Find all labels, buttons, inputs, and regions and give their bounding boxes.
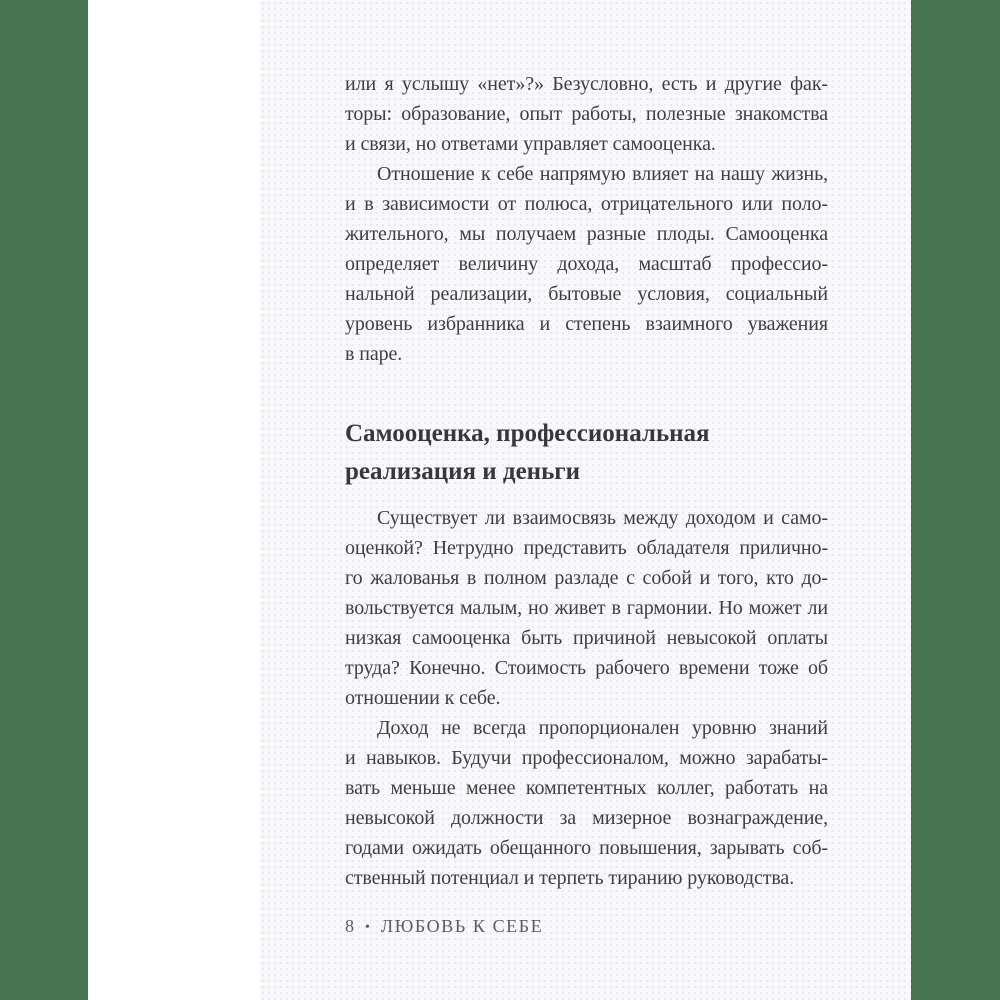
text-line: и в зависимости от полюса, отрицательного или поло-	[345, 193, 828, 215]
text-line: и связи, но ответами управляет самооценка.	[345, 133, 716, 155]
text-line: оценкой? Нетрудно представить обладателя прилично-	[345, 537, 828, 559]
text-line: торы: образование, опыт работы, полезные знакомства	[345, 103, 828, 125]
paragraph	[345, 69, 828, 159]
heading-line: Самооценка, профессиональная	[345, 420, 710, 447]
left-green-band	[0, 0, 88, 1000]
text-line: низкая самооценка быть причиной невысокой оплаты	[345, 627, 828, 649]
text-line: уровень избранника и степень взаимного уважения	[345, 313, 828, 335]
paragraph	[345, 159, 828, 369]
running-title: ЛЮБОВЬ К СЕБЕ	[380, 916, 544, 936]
page-footer	[345, 916, 828, 937]
text-line: труда? Конечно. Стоимость рабочего времени тоже об	[345, 657, 828, 679]
text-line: ственный потенциал и терпеть тиранию руководства.	[345, 867, 795, 889]
text-line: Отношение к себе напрямую влияет на нашу жизнь,	[377, 163, 828, 185]
text-line: нальной реализации, бытовые условия, социальный	[345, 283, 828, 305]
text-line: или я услышу «нет»?» Безусловно, есть и другие фак-	[345, 73, 828, 95]
page-text-block	[345, 69, 828, 893]
book-page	[260, 0, 911, 1000]
paragraph	[345, 713, 828, 893]
text-line: отношении к себе.	[345, 687, 501, 709]
text-line: в паре.	[345, 343, 403, 365]
right-green-band	[911, 0, 1000, 1000]
text-line: го жалованья в полном разладе с собой и того, кто до-	[345, 567, 828, 589]
text-line: жительного, мы получаем разные плоды. Самооценка	[345, 223, 828, 245]
text-line: невысокой должности за мизерное вознаграждение,	[345, 807, 828, 829]
paragraph	[345, 503, 828, 713]
text-line: годами ожидать обещанного повышения, зарывать соб-	[345, 837, 828, 859]
heading-line: реализация и деньги	[345, 458, 581, 485]
text-line: Доход не всегда пропорционален уровню знаний	[377, 717, 828, 739]
footer-separator-dot: •	[365, 920, 370, 935]
page-number: 8	[345, 916, 354, 936]
section-heading	[345, 415, 828, 491]
text-line: вольствуется малым, но живет в гармонии. Но может ли	[345, 597, 828, 619]
text-line: вать меньше менее компетентных коллег, работать на	[345, 777, 828, 799]
white-gutter	[88, 0, 260, 1000]
text-line: и навыков. Будучи профессионалом, можно зарабаты-	[345, 747, 828, 769]
text-line: определяет величину дохода, масштаб профессио-	[345, 253, 828, 275]
text-line: Существует ли взаимосвязь между доходом и само-	[377, 507, 828, 529]
